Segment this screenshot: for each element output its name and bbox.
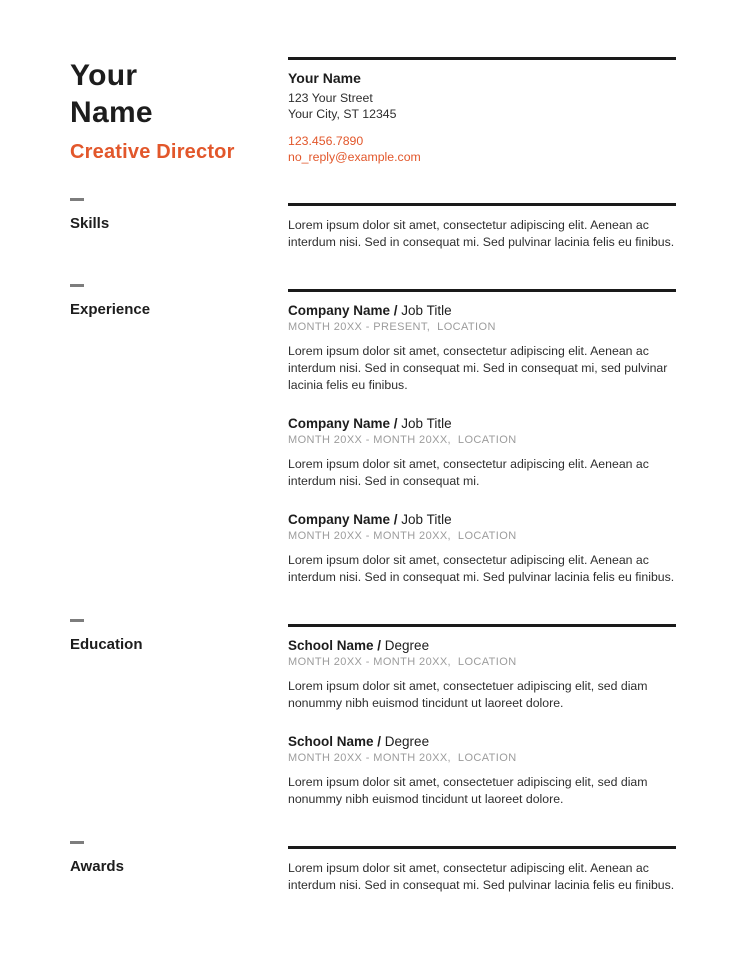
section-awards	[70, 846, 676, 894]
entry-title	[288, 303, 676, 318]
skills-content	[288, 203, 676, 251]
section-dash	[70, 619, 84, 622]
section-dash	[70, 841, 84, 844]
entry-body: Lorem ipsum dolor sit amet, consectetuer adipiscing elit, sed diam nonummy nibh euismod tincidunt ut laoreet dolore.	[288, 775, 648, 806]
resume-header	[70, 57, 676, 165]
education-content	[288, 624, 676, 808]
entry-title	[288, 512, 676, 527]
entry-meta: MONTH 20XX - MONTH 20XX, LOCATION	[288, 530, 517, 542]
entry-meta: MONTH 20XX - MONTH 20XX, LOCATION	[288, 656, 517, 668]
contact-block	[288, 57, 676, 165]
name-line-1: Your	[70, 59, 138, 92]
job-title: Creative Director	[70, 141, 235, 163]
awards-content	[288, 846, 676, 894]
awards-body: Lorem ipsum dolor sit amet, consectetur adipiscing elit. Aenean ac interdum nisi. Sed in consequat mi. Sed pulvinar lacinia felis eu finibus.	[288, 861, 675, 892]
entry-degree: Degree	[384, 638, 430, 653]
education-label: Education	[70, 636, 143, 653]
section-experience	[70, 289, 676, 586]
education-label-cell	[70, 624, 288, 808]
contact-name: Your Name	[288, 70, 361, 86]
awards-label-cell	[70, 846, 288, 894]
contact-street: 123 Your Street	[288, 91, 373, 105]
skills-body: Lorem ipsum dolor sit amet, consectetur adipiscing elit. Aenean ac interdum nisi. Sed in consequat mi. Sed pulvinar lacinia felis eu finibus.	[288, 218, 675, 249]
entry-school: School Name /	[288, 734, 382, 749]
entry-body: Lorem ipsum dolor sit amet, consectetuer adipiscing elit, sed diam nonummy nibh euismod tincidunt ut laoreet dolore.	[288, 679, 648, 710]
entry-degree: Degree	[384, 734, 430, 749]
entry-title	[288, 416, 676, 431]
contact-phone: 123.456.7890	[288, 134, 364, 148]
entry-meta: MONTH 20XX - MONTH 20XX, LOCATION	[288, 752, 517, 764]
entry-title	[288, 734, 676, 749]
experience-content	[288, 289, 676, 586]
header-rule	[288, 57, 676, 60]
entry-title	[288, 638, 676, 653]
experience-label-cell	[70, 289, 288, 586]
experience-entry	[288, 303, 676, 394]
entry-role: Job Title	[401, 512, 452, 527]
entry-meta: MONTH 20XX - PRESENT, LOCATION	[288, 321, 496, 333]
contact-email: no_reply@example.com	[288, 150, 421, 164]
entry-role: Job Title	[401, 416, 452, 431]
skills-label: Skills	[70, 215, 110, 232]
entry-body: Lorem ipsum dolor sit amet, consectetur adipiscing elit. Aenean ac interdum nisi. Sed in consequat mi. Sed pulvinar lacinia felis eu finibus.	[288, 553, 675, 584]
entry-role: Job Title	[401, 303, 452, 318]
entry-company: Company Name /	[288, 303, 398, 318]
section-dash	[70, 198, 84, 201]
skills-label-cell	[70, 203, 288, 251]
education-entry	[288, 734, 676, 808]
section-skills	[70, 203, 676, 251]
contact-city: Your City, ST 12345	[288, 107, 397, 121]
experience-label: Experience	[70, 301, 151, 318]
entry-company: Company Name /	[288, 416, 398, 431]
section-education	[70, 624, 676, 808]
awards-label: Awards	[70, 858, 124, 875]
entry-meta: MONTH 20XX - MONTH 20XX, LOCATION	[288, 434, 517, 446]
experience-entry	[288, 512, 676, 586]
section-dash	[70, 284, 84, 287]
entry-company: Company Name /	[288, 512, 398, 527]
header-left	[70, 57, 288, 165]
experience-entry	[288, 416, 676, 490]
education-entry	[288, 638, 676, 712]
entry-body: Lorem ipsum dolor sit amet, consectetur adipiscing elit. Aenean ac interdum nisi. Sed in consequat mi. Sed in consequat mi, sed pulvinar lacinia felis eu finibus.	[288, 344, 668, 392]
name-line-2: Name	[70, 96, 153, 129]
entry-body: Lorem ipsum dolor sit amet, consectetur adipiscing elit. Aenean ac interdum nisi. Sed in consequat mi.	[288, 457, 649, 488]
entry-school: School Name /	[288, 638, 382, 653]
name-heading	[70, 57, 288, 131]
